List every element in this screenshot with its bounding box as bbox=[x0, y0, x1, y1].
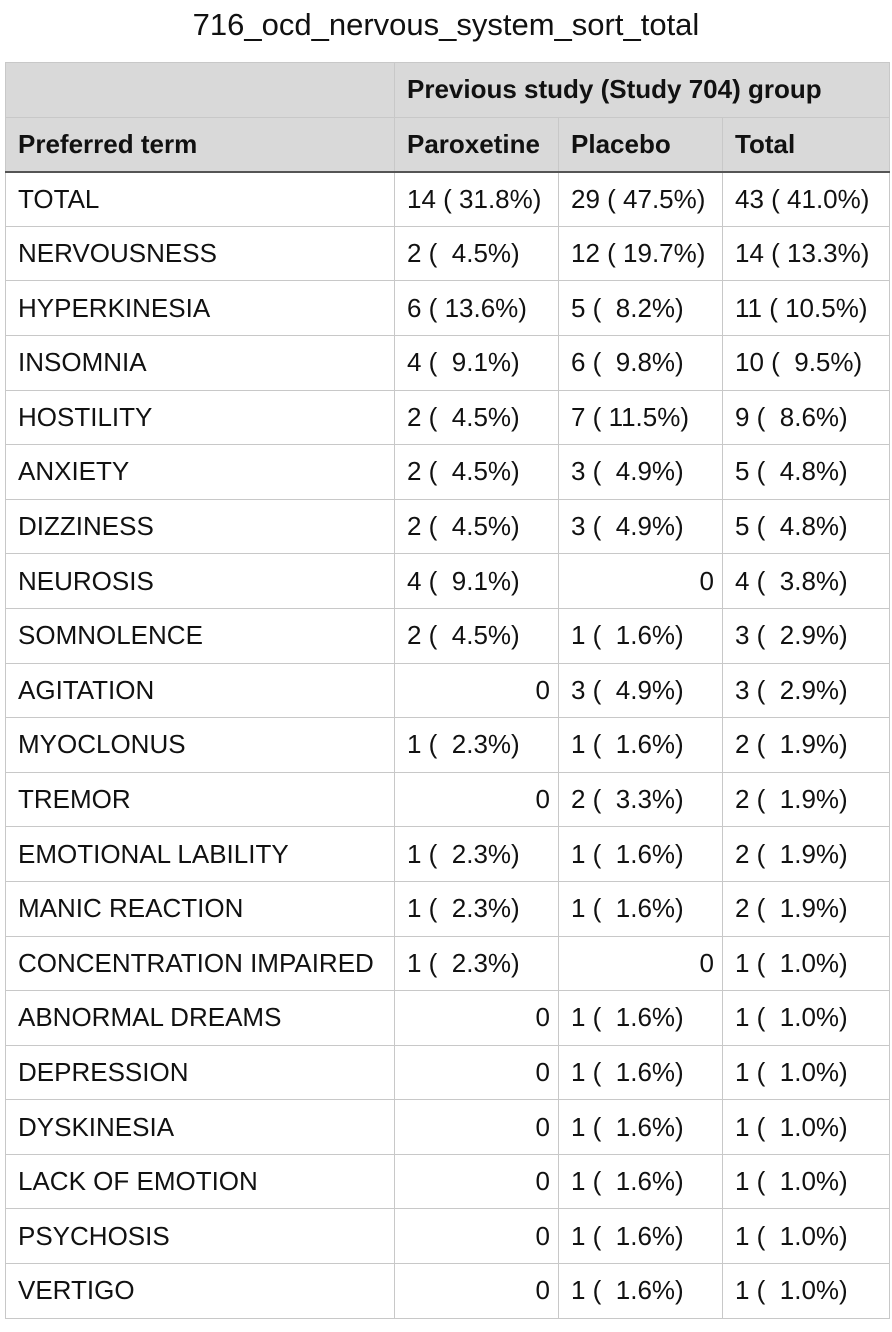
column-header-total: Total bbox=[723, 117, 890, 172]
table-row bbox=[6, 554, 890, 609]
table-row bbox=[6, 226, 890, 281]
cell-placebo: 0 bbox=[559, 936, 723, 991]
cell-total: 1 ( 1.0%) bbox=[723, 936, 890, 991]
column-header-term: Preferred term bbox=[6, 117, 395, 172]
cell-term: DIZZINESS bbox=[6, 499, 395, 554]
cell-term: VERTIGO bbox=[6, 1264, 395, 1319]
cell-paroxetine: 4 ( 9.1%) bbox=[395, 335, 559, 390]
cell-paroxetine: 0 bbox=[395, 1100, 559, 1155]
table-row bbox=[6, 172, 890, 227]
cell-term: HOSTILITY bbox=[6, 390, 395, 445]
cell-total: 3 ( 2.9%) bbox=[723, 663, 890, 718]
table-row bbox=[6, 1100, 890, 1155]
cell-placebo: 3 ( 4.9%) bbox=[559, 499, 723, 554]
cell-term: MYOCLONUS bbox=[6, 718, 395, 773]
cell-term: CONCENTRATION IMPAIRED bbox=[6, 936, 395, 991]
cell-term: NEUROSIS bbox=[6, 554, 395, 609]
cell-term: NERVOUSNESS bbox=[6, 226, 395, 281]
table-row bbox=[6, 499, 890, 554]
cell-paroxetine: 2 ( 4.5%) bbox=[395, 445, 559, 500]
cell-placebo: 1 ( 1.6%) bbox=[559, 1100, 723, 1155]
column-header-paroxetine: Paroxetine bbox=[395, 117, 559, 172]
table-row bbox=[6, 445, 890, 500]
cell-term: TOTAL bbox=[6, 172, 395, 227]
cell-total: 43 ( 41.0%) bbox=[723, 172, 890, 227]
table-row bbox=[6, 991, 890, 1046]
table-row bbox=[6, 718, 890, 773]
cell-placebo: 12 ( 19.7%) bbox=[559, 226, 723, 281]
cell-total: 10 ( 9.5%) bbox=[723, 335, 890, 390]
cell-term: ABNORMAL DREAMS bbox=[6, 991, 395, 1046]
column-header-row bbox=[6, 117, 890, 172]
cell-total: 1 ( 1.0%) bbox=[723, 1264, 890, 1319]
cell-total: 1 ( 1.0%) bbox=[723, 991, 890, 1046]
cell-term: PSYCHOSIS bbox=[6, 1209, 395, 1264]
cell-paroxetine: 0 bbox=[395, 1209, 559, 1264]
cell-placebo: 1 ( 1.6%) bbox=[559, 881, 723, 936]
cell-total: 5 ( 4.8%) bbox=[723, 499, 890, 554]
cell-placebo: 3 ( 4.9%) bbox=[559, 663, 723, 718]
group-header-row bbox=[6, 63, 890, 118]
cell-term: DEPRESSION bbox=[6, 1045, 395, 1100]
cell-total: 1 ( 1.0%) bbox=[723, 1209, 890, 1264]
cell-placebo: 5 ( 8.2%) bbox=[559, 281, 723, 336]
cell-term: EMOTIONAL LABILITY bbox=[6, 827, 395, 882]
cell-placebo: 1 ( 1.6%) bbox=[559, 1264, 723, 1319]
cell-total: 5 ( 4.8%) bbox=[723, 445, 890, 500]
column-header-placebo: Placebo bbox=[559, 117, 723, 172]
cell-paroxetine: 0 bbox=[395, 1154, 559, 1209]
cell-paroxetine: 1 ( 2.3%) bbox=[395, 718, 559, 773]
table-row bbox=[6, 608, 890, 663]
cell-paroxetine: 0 bbox=[395, 1264, 559, 1319]
cell-paroxetine: 2 ( 4.5%) bbox=[395, 608, 559, 663]
cell-placebo: 1 ( 1.6%) bbox=[559, 1045, 723, 1100]
cell-paroxetine: 0 bbox=[395, 772, 559, 827]
table-row bbox=[6, 335, 890, 390]
group-header: Previous study (Study 704) group bbox=[395, 63, 890, 118]
cell-term: LACK OF EMOTION bbox=[6, 1154, 395, 1209]
table-row bbox=[6, 1264, 890, 1319]
cell-paroxetine: 6 ( 13.6%) bbox=[395, 281, 559, 336]
cell-total: 2 ( 1.9%) bbox=[723, 718, 890, 773]
cell-paroxetine: 2 ( 4.5%) bbox=[395, 499, 559, 554]
table-row bbox=[6, 663, 890, 718]
cell-placebo: 6 ( 9.8%) bbox=[559, 335, 723, 390]
cell-total: 3 ( 2.9%) bbox=[723, 608, 890, 663]
cell-term: AGITATION bbox=[6, 663, 395, 718]
cell-placebo: 1 ( 1.6%) bbox=[559, 608, 723, 663]
table-row bbox=[6, 281, 890, 336]
cell-term: ANXIETY bbox=[6, 445, 395, 500]
cell-placebo: 29 ( 47.5%) bbox=[559, 172, 723, 227]
cell-total: 4 ( 3.8%) bbox=[723, 554, 890, 609]
cell-total: 1 ( 1.0%) bbox=[723, 1100, 890, 1155]
cell-placebo: 1 ( 1.6%) bbox=[559, 1154, 723, 1209]
cell-term: HYPERKINESIA bbox=[6, 281, 395, 336]
cell-term: SOMNOLENCE bbox=[6, 608, 395, 663]
table-row bbox=[6, 1209, 890, 1264]
cell-paroxetine: 0 bbox=[395, 663, 559, 718]
cell-paroxetine: 2 ( 4.5%) bbox=[395, 390, 559, 445]
cell-placebo: 1 ( 1.6%) bbox=[559, 1209, 723, 1264]
cell-paroxetine: 1 ( 2.3%) bbox=[395, 881, 559, 936]
cell-placebo: 1 ( 1.6%) bbox=[559, 991, 723, 1046]
cell-total: 2 ( 1.9%) bbox=[723, 772, 890, 827]
cell-total: 2 ( 1.9%) bbox=[723, 881, 890, 936]
cell-paroxetine: 2 ( 4.5%) bbox=[395, 226, 559, 281]
cell-term: TREMOR bbox=[6, 772, 395, 827]
cell-total: 9 ( 8.6%) bbox=[723, 390, 890, 445]
cell-total: 2 ( 1.9%) bbox=[723, 827, 890, 882]
cell-placebo: 3 ( 4.9%) bbox=[559, 445, 723, 500]
cell-term: MANIC REACTION bbox=[6, 881, 395, 936]
table-row bbox=[6, 1154, 890, 1209]
cell-placebo: 2 ( 3.3%) bbox=[559, 772, 723, 827]
cell-paroxetine: 4 ( 9.1%) bbox=[395, 554, 559, 609]
cell-paroxetine: 1 ( 2.3%) bbox=[395, 827, 559, 882]
cell-paroxetine: 0 bbox=[395, 1045, 559, 1100]
cell-placebo: 1 ( 1.6%) bbox=[559, 827, 723, 882]
cell-total: 14 ( 13.3%) bbox=[723, 226, 890, 281]
table-row bbox=[6, 1045, 890, 1100]
cell-paroxetine: 14 ( 31.8%) bbox=[395, 172, 559, 227]
adverse-events-table bbox=[5, 62, 890, 1319]
cell-placebo: 0 bbox=[559, 554, 723, 609]
group-header-blank bbox=[6, 63, 395, 118]
cell-paroxetine: 1 ( 2.3%) bbox=[395, 936, 559, 991]
cell-placebo: 1 ( 1.6%) bbox=[559, 718, 723, 773]
cell-term: INSOMNIA bbox=[6, 335, 395, 390]
cell-paroxetine: 0 bbox=[395, 991, 559, 1046]
table-row bbox=[6, 827, 890, 882]
cell-placebo: 7 ( 11.5%) bbox=[559, 390, 723, 445]
table-row bbox=[6, 936, 890, 991]
cell-term: DYSKINESIA bbox=[6, 1100, 395, 1155]
table-header bbox=[6, 63, 890, 172]
page-title: 716_ocd_nervous_system_sort_total bbox=[192, 7, 700, 42]
table-row bbox=[6, 390, 890, 445]
table-row bbox=[6, 881, 890, 936]
cell-total: 1 ( 1.0%) bbox=[723, 1045, 890, 1100]
cell-total: 1 ( 1.0%) bbox=[723, 1154, 890, 1209]
table-row bbox=[6, 772, 890, 827]
cell-total: 11 ( 10.5%) bbox=[723, 281, 890, 336]
table-body bbox=[6, 172, 890, 1318]
